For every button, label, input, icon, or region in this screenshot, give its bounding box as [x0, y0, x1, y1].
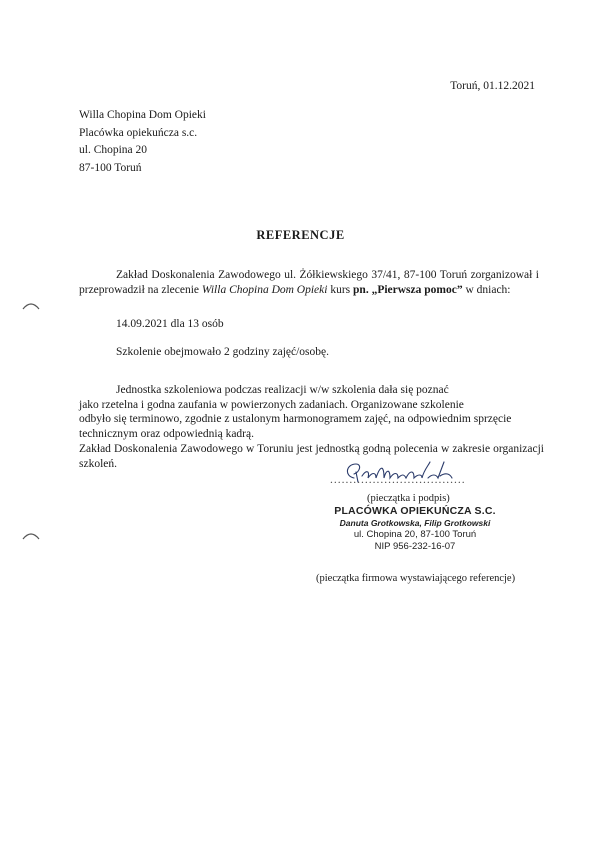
punch-hole-mark-bottom [22, 530, 40, 540]
recipient-address [79, 107, 206, 177]
intro-text: Zakład Doskonalenia Zawodowego ul. Żółkiewskiego 37/41, 87-100 Toruń zorganizował i przeprowadził na zlecenie [79, 269, 539, 296]
client-name: Willa Chopina Dom Opieki [201, 284, 328, 296]
training-scope: Szkolenie obejmowało 2 godziny zajęć/osobę. [116, 346, 330, 358]
paragraph-evaluation [79, 383, 549, 441]
recipient-line-4: 87-100 Toruń [79, 161, 142, 174]
course-name: pn. „Pierwsza pomoc” [353, 284, 463, 296]
signature-line: ................................... [330, 474, 466, 486]
paragraph-recommendation: Zakład Doskonalenia Zawodowego w Toruniu jest jednostką godną polecenia w zakresie organizacji szkoleń. [79, 443, 544, 470]
intro-text-2: kurs [327, 284, 354, 296]
punch-hole-mark-top [22, 300, 40, 310]
evaluation-line-4: technicznym oraz odpowiednią kadrą. [79, 427, 254, 440]
document-title: REFERENCJE [256, 228, 345, 242]
stamp-nip: NIP 956-232-16-07 [374, 540, 456, 552]
recipient-line-1: Willa Chopina Dom Opieki [79, 109, 206, 121]
recipient-line-2: Placówka opiekuńcza s.c. [79, 126, 198, 139]
recipient-line-3: ul. Chopina 20 [79, 144, 148, 156]
stamp-owners: Danuta Grotkowska, Filip Grotkowski [339, 517, 491, 528]
evaluation-line-1: Jednostka szkoleniowa podczas realizacji w/w szkolenia dała się poznać [116, 384, 449, 396]
intro-text-3: w dniach: [462, 284, 511, 296]
signature-label: (pieczątka i podpis) [367, 493, 450, 504]
stamp-note: (pieczątka firmowa wystawiającego referencje) [316, 573, 516, 584]
stamp-address: ul. Chopina 20, 87-100 Toruń [353, 529, 477, 540]
paragraph-intro [79, 268, 539, 298]
company-stamp [325, 506, 505, 552]
place-date: Toruń, 01.12.2021 [450, 80, 535, 92]
stamp-firm-name: PLACÓWKA OPIEKUŃCZA S.C. [334, 505, 496, 517]
evaluation-line-2: jako rzetelna i godna zaufania w powierzonych zadaniach. Organizowane szkolenie [79, 398, 464, 411]
training-date: 14.09.2021 dla 13 osób [116, 318, 224, 330]
evaluation-line-3: odbyło się terminowo, zgodnie z ustalonym harmonogramem zajęć, na odpowiednim sprzęcie [79, 413, 512, 425]
